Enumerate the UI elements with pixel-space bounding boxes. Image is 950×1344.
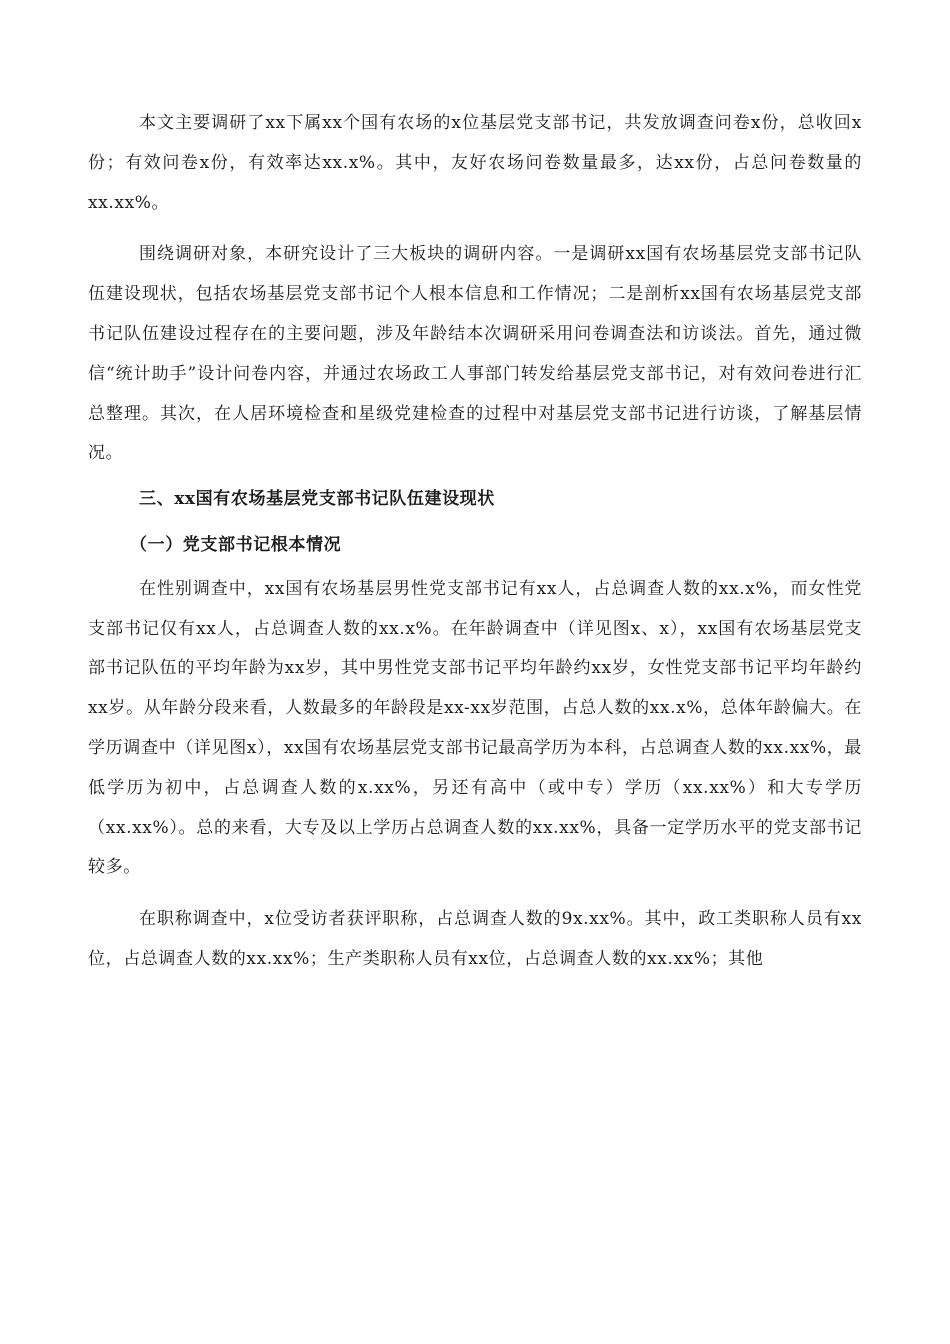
paragraph-gender-age-education: 在性别调查中，xx国有农场基层男性党支部书记有xx人，占总调查人数的xx.x%，而女性党支部书记仅有xx人，占总调查人数的xx.x%。在年龄调查中（详见图x、x），xx国有农场基层党支部书记队伍的平均年龄为xx岁，其中男性党支部书记平均年龄约xx岁，女性党支部书记平均年龄约xx岁。从年龄分段来看，人数最多的年龄段是xx-xx岁范围，占总人数的xx.x%，总体年龄偏大。在学历调查中（详见图x），xx国有农场基层党支部书记最高学历为本科，占总调查人数的xx.xx%，最低学历为初中，占总调查人数的x.xx%，另还有高中（或中专）学历（xx.xx%）和大专学历（xx.xx%）。总的来看，大专及以上学历占总调查人数的xx.xx%，具备一定学历水平的党支部书记较多。 xyxy=(88,578,862,878)
paragraph-survey-scope: 本文主要调研了xx下属xx个国有农场的x位基层党支部书记，共发放调查问卷x份，总收回x份；有效问卷x份，有效率达xx.x%。其中，友好农场问卷数量最多，达xx份，占总问卷数量的xx.xx%。 xyxy=(88,113,862,213)
paragraph-gap xyxy=(88,223,862,235)
paragraph-gap xyxy=(88,888,862,900)
document-page xyxy=(88,104,862,980)
subsection-heading: （一）党支部书记根本情况 xyxy=(130,534,342,555)
paragraph-professional-title: 在职称调查中，x位受访者获评职称，占总调查人数的9x.xx%。其中，政工类职称人员有xx位，占总调查人数的xx.xx%；生产类职称人员有xx位，占总调查人数的xx.xx%；其他 xyxy=(88,909,862,969)
section-heading: 三、xx国有农场基层党支部书记队伍建设现状 xyxy=(139,489,495,510)
paragraph-research-content: 围绕调研对象，本研究设计了三大板块的调研内容。一是调研xx国有农场基层党支部书记队伍建设现状，包括农场基层党支部书记个人根本信息和工作情况；二是剖析xx国有农场基层党支部书记队伍建设过程存在的主要问题，涉及年龄结本次调研采用问卷调查法和访谈法。首先，通过微信“统计助手”设计问卷内容，并通过农场政工人事部门转发给基层党支部书记，对有效问卷进行汇总整理。其次，在人居环境检查和星级党建检查的过程中对基层党支部书记进行访谈，了解基层情况。 xyxy=(88,244,862,464)
